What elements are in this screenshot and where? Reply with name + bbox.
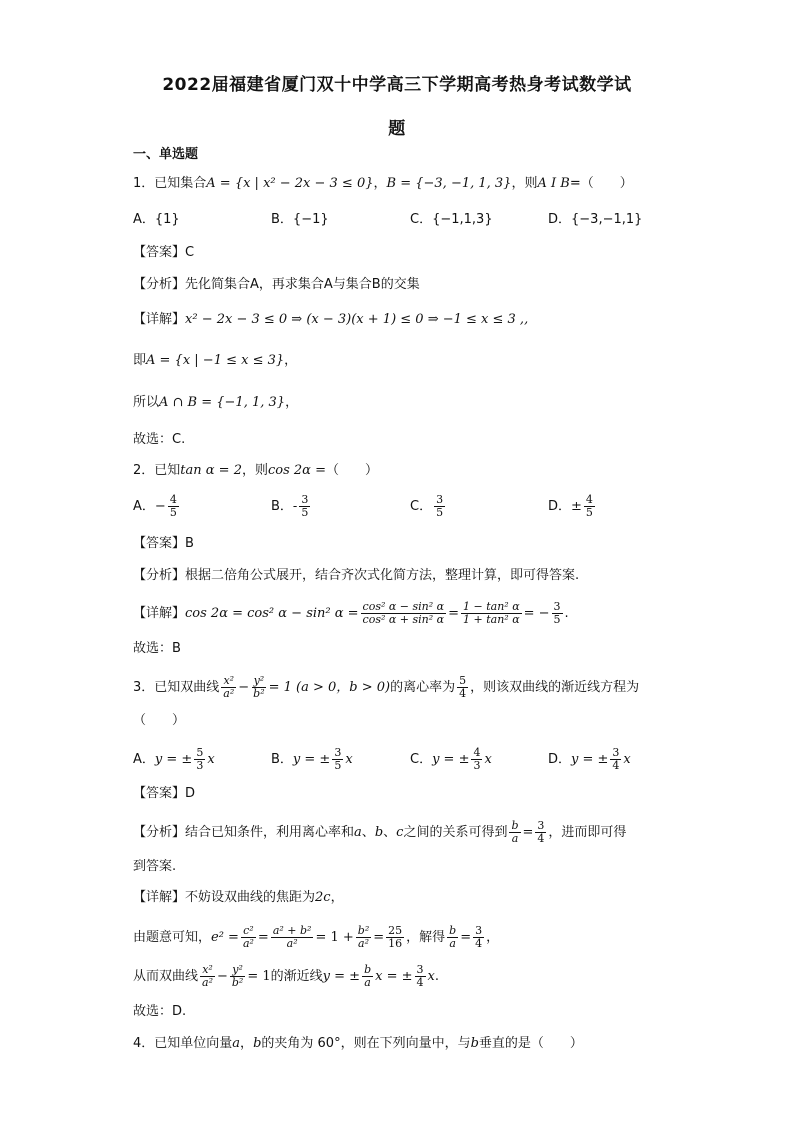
- q3-d3-eq: = 1: [247, 969, 271, 984]
- q3-option-b: [271, 747, 353, 772]
- q2-option-a-den: 5: [169, 506, 177, 519]
- q3-d-ab-den: a²: [286, 937, 298, 950]
- q3-option-a: [133, 747, 215, 772]
- q3-option-d: [548, 747, 631, 772]
- q2-option-d: [548, 494, 597, 519]
- q3-detail-2-pre: 由题意可知，: [133, 930, 212, 945]
- q3-option-d-den: 4: [612, 759, 620, 772]
- q2-f2-num: 1 − tan² α: [463, 600, 520, 613]
- q3-e-num: 5: [459, 674, 467, 687]
- q2-stem-expr: tan α = 2: [180, 463, 242, 478]
- q1-answer-value: C: [185, 245, 195, 260]
- q2-option-a-sign: −: [154, 499, 166, 514]
- q3-option-b-pre: y = ±: [292, 752, 331, 767]
- q3-var-c: c: [396, 825, 404, 840]
- q3-d-r-num: b: [449, 924, 457, 937]
- q3-d3-frac-ba: [362, 964, 373, 989]
- q2-detail-fraction-2: [461, 601, 522, 626]
- answer-label: 【答案】: [133, 245, 186, 260]
- analysis-label: 【分析】: [133, 568, 186, 583]
- q3-d-frac-ratio-value: [473, 925, 484, 950]
- detail-label: 【详解】: [133, 606, 186, 621]
- q3-d-v-den: 16: [388, 937, 403, 950]
- q2-option-c-den: 5: [436, 506, 444, 519]
- q3-sep-1: 、: [361, 825, 375, 840]
- q3-answer-value: D: [185, 786, 196, 801]
- q2-stem-mid: ，则: [241, 463, 268, 478]
- title-line-2: 题: [388, 119, 406, 139]
- q3-d3-ba-den: a: [364, 976, 371, 989]
- q3-d3-frac-x: [200, 964, 215, 989]
- q2-option-a-num: 4: [169, 493, 177, 506]
- q3-d-frac-b: [356, 925, 371, 950]
- q1-analysis: [133, 275, 420, 295]
- q4-stem: [133, 1034, 583, 1054]
- q3-option-a-fraction: [194, 747, 205, 772]
- q1-answer: [133, 243, 194, 263]
- q3-d-c-num: c²: [243, 924, 254, 937]
- q2-eq2: = −: [523, 606, 550, 621]
- q3-detail-1-expr: 2c: [315, 890, 331, 905]
- q1-detail-2-expr: A = {x | −1 ≤ x ≤ 3}: [146, 353, 285, 368]
- q3-detail-2-post: ，: [486, 930, 500, 945]
- q3-stem-mid: 的离心率为: [390, 680, 456, 695]
- q3-detail-3: [133, 964, 439, 989]
- q3-ba-val-den: 4: [537, 832, 545, 845]
- q3-analysis-post: ，进而即可得: [548, 825, 627, 840]
- q3-d-r-eq: =: [460, 930, 472, 945]
- q1-detail-2: [133, 351, 297, 371]
- q2-option-a: [133, 494, 181, 519]
- answer-label: 【答案】: [133, 786, 186, 801]
- q3-d-frac-c: [241, 925, 256, 950]
- q2-eq: =: [448, 606, 460, 621]
- q3-option-b-den: 5: [334, 759, 342, 772]
- q3-d3-ba-num: b: [364, 963, 372, 976]
- q3-option-b-fraction: [332, 747, 343, 772]
- q3-analysis-pre: 结合已知条件，利用离心率和: [185, 825, 355, 840]
- q3-fx-num: x²: [223, 674, 235, 687]
- q3-choose: 故选：D.: [133, 1004, 187, 1019]
- q2-detail-fraction-3: [552, 601, 563, 626]
- detail-label: 【详解】: [133, 312, 186, 327]
- q3-d-b-den: a²: [358, 937, 369, 950]
- q2-option-b-sign: -: [292, 499, 298, 514]
- q2-option-a-fraction: [168, 494, 179, 519]
- q3-d3-val-num: 3: [416, 963, 424, 976]
- q2-option-b-label: B．: [271, 499, 293, 514]
- q3-option-a-pre: y = ±: [154, 752, 193, 767]
- q3-stem: [133, 675, 639, 700]
- q1-expr: A I B: [537, 176, 570, 191]
- q3-option-d-fraction: [610, 747, 621, 772]
- q3-fy-den: b²: [253, 687, 265, 700]
- q2-option-c-label: C．: [410, 499, 433, 514]
- q3-d3-minus: −: [216, 969, 228, 984]
- q2-option-b-num: 3: [301, 493, 309, 506]
- q3-option-a-den: 3: [196, 759, 204, 772]
- q3-stem-fraction-y: [251, 675, 266, 700]
- q3-d3-fy-num: y²: [232, 963, 243, 976]
- q2-option-b-fraction: [299, 494, 310, 519]
- q3-d3-y: y = ±: [322, 969, 361, 984]
- q1-choose: 故选：C.: [133, 432, 186, 447]
- q3-option-c-pre: y = ±: [432, 752, 470, 767]
- q3-e-den: 4: [459, 687, 467, 700]
- q3-option-b-label: B．: [271, 752, 293, 767]
- q3-d-ab-num: a² + b²: [272, 924, 312, 937]
- q3-sep-2: 、: [383, 825, 397, 840]
- q1-detail-2-post: ，: [284, 353, 298, 368]
- q3-analysis-line-2: 到答案.: [133, 859, 177, 874]
- q3-option-d-pre: y = ±: [571, 752, 609, 767]
- q4-comma: ，: [240, 1036, 254, 1051]
- analysis-label: 【分析】: [133, 825, 186, 840]
- q1-option-b: B．{−1}: [271, 212, 329, 227]
- q2-stem-post: （ ）: [325, 463, 378, 478]
- q2-stem-expr2: cos 2α =: [267, 463, 326, 478]
- q2-stem-pre: 2．已知: [133, 463, 181, 478]
- q3-option-a-num: 5: [196, 746, 204, 759]
- q3-stem-cond: = 1 (a > 0，b > 0): [268, 680, 391, 695]
- q2-answer: [133, 534, 194, 554]
- section-heading: 一、单选题: [133, 147, 199, 162]
- q4-stem-mid: 的夹角为 60°，则在下列向量中，与: [261, 1036, 471, 1051]
- q3-d-frac-ratio: [447, 925, 458, 950]
- q3-d-eq: =: [257, 930, 269, 945]
- q3-analysis-ratio: [509, 820, 520, 845]
- answer-label: 【答案】: [133, 536, 186, 551]
- q2-f1-den: cos² α + sin² α: [362, 613, 445, 626]
- q3-stem-fraction-x: [221, 675, 236, 700]
- q2-detail-fraction-1: [361, 601, 447, 626]
- analysis-label: 【分析】: [133, 277, 186, 292]
- q3-d-r-den: a: [449, 937, 456, 950]
- q2-option-d-sign: ±: [571, 499, 582, 514]
- q3-ba-num: b: [511, 819, 519, 832]
- q3-analysis-ratio-value: [535, 820, 546, 845]
- q3-d-r-v-den: 4: [475, 937, 483, 950]
- q1-detail-1: [133, 310, 528, 330]
- q3-minus: −: [238, 680, 250, 695]
- q2-option-d-label: D．: [548, 499, 572, 514]
- q3-option-c-fraction: [471, 747, 482, 772]
- q3-stem-post: ，则该双曲线的渐近线方程为: [470, 680, 640, 695]
- q3-stem-pre: 3．已知双曲线: [133, 680, 220, 695]
- q3-detail-1-pre: 不妨设双曲线的焦距为: [185, 890, 316, 905]
- q2-end: .: [564, 606, 569, 621]
- q1-detail-3-pre: 所以: [133, 395, 160, 410]
- q3-d3-frac-y: [230, 964, 245, 989]
- q3-option-c: [410, 747, 492, 772]
- q1-detail-2-pre: 即: [133, 353, 147, 368]
- q2-option-a-label: A．: [133, 499, 155, 514]
- q3-option-c-den: 3: [473, 759, 481, 772]
- q1-option-a: A．{1}: [133, 212, 180, 227]
- q3-e2: e² =: [211, 930, 239, 945]
- q2-f3-den: 5: [553, 613, 561, 626]
- q2-option-c-num: 3: [436, 493, 444, 506]
- q3-detail-1: [133, 888, 344, 908]
- q3-d-b-num: b²: [357, 924, 370, 937]
- q2-option-d-num: 4: [585, 493, 593, 506]
- q3-option-d-post: x: [623, 752, 631, 767]
- q3-option-a-label: A．: [133, 752, 155, 767]
- q3-option-c-label: C．: [410, 752, 433, 767]
- q2-analysis: [133, 566, 579, 586]
- q3-d3-fy-den: b²: [231, 976, 244, 989]
- q3-option-a-post: x: [207, 752, 215, 767]
- q3-option-d-num: 3: [612, 746, 620, 759]
- q4-stem-post: 垂直的是（ ）: [478, 1036, 583, 1051]
- q3-detail-2-mid: ，解得: [406, 930, 446, 945]
- q1-stem: [133, 174, 633, 194]
- q3-ba-eq: =: [522, 825, 534, 840]
- q2-option-c: [410, 494, 447, 519]
- q3-d3-x: x = ±: [375, 969, 413, 984]
- q1-stem-post: =（ ）: [569, 176, 633, 191]
- q2-stem: [133, 461, 378, 481]
- q3-option-c-num: 4: [473, 746, 481, 759]
- q3-option-c-post: x: [484, 752, 492, 767]
- q3-d-eq2: =: [373, 930, 385, 945]
- q2-answer-value: B: [185, 536, 194, 551]
- q3-analysis-mid: 之间的关系可得到: [403, 825, 508, 840]
- q3-d3-frac-value: [415, 964, 426, 989]
- q4-vector-b: b: [253, 1036, 262, 1051]
- q3-detail-1-post: ，: [330, 890, 344, 905]
- q1-option-d: D．{−3,−1,1}: [548, 212, 643, 227]
- q2-detail: [133, 601, 569, 626]
- q3-d-frac-ab: [271, 925, 314, 950]
- q3-option-b-post: x: [345, 752, 353, 767]
- q3-var-a: a: [354, 825, 362, 840]
- q3-d3-fx-num: x²: [202, 963, 213, 976]
- q3-stem-eccentricity: [457, 675, 468, 700]
- q2-option-d-den: 5: [585, 506, 593, 519]
- q3-fx-den: a²: [223, 687, 235, 700]
- q3-answer: [133, 784, 195, 804]
- q2-option-b-den: 5: [301, 506, 309, 519]
- q3-d-v-num: 25: [388, 924, 403, 937]
- q2-option-d-fraction: [584, 494, 595, 519]
- q3-d-c-den: a²: [242, 937, 254, 950]
- detail-label: 【详解】: [133, 890, 186, 905]
- title-line-1: 2022届福建省厦门双十中学高三下学期高考热身考试数学试: [162, 75, 632, 95]
- q2-f2-den: 1 + tan² α: [463, 613, 520, 626]
- q3-d3-x2: x: [427, 969, 435, 984]
- q3-detail-2: [133, 925, 499, 950]
- q3-ba-val-num: 3: [537, 819, 545, 832]
- q2-choose: 故选：B: [133, 641, 181, 656]
- q1-comma: ，: [373, 176, 387, 191]
- q3-d3-fx-den: a²: [202, 976, 213, 989]
- q1-detail-1-expr: x² − 2x − 3 ≤ 0 ⇒ (x − 3)(x + 1) ≤ 0 ⇒ −1 ≤ x ≤ 3 ,,: [185, 312, 529, 327]
- q2-option-c-fraction: [434, 494, 445, 519]
- q3-d3-end: .: [434, 969, 439, 984]
- q1-detail-3-post: ，: [285, 395, 299, 410]
- q3-stem-paren: （ ）: [133, 713, 186, 728]
- q4-stem-pre: 4．已知单位向量: [133, 1036, 233, 1051]
- q3-detail-3-pre: 从而双曲线: [133, 969, 199, 984]
- q2-f3-num: 3: [553, 600, 561, 613]
- q3-ba-den: a: [511, 832, 519, 845]
- q1-detail-3: [133, 393, 298, 413]
- q1-set-b: B = {−3, −1, 1, 3}: [386, 176, 512, 191]
- q1-stem-mid: ，则: [511, 176, 538, 191]
- q3-option-d-label: D．: [548, 752, 572, 767]
- q2-analysis-text: 根据二倍角公式展开，结合齐次式化简方法，整理计算，即可得答案.: [185, 568, 580, 583]
- q1-analysis-text: 先化简集合A，再求集合A与集合B的交集: [185, 277, 420, 292]
- q1-set-a: A = {x | x² − 2x − 3 ≤ 0}: [206, 176, 374, 191]
- q1-stem-pre: 1．已知集合: [133, 176, 207, 191]
- q2-detail-lhs: cos 2α = cos² α − sin² α =: [185, 606, 359, 621]
- q3-d-one: = 1 +: [315, 930, 354, 945]
- q2-f1-num: cos² α − sin² α: [362, 600, 445, 613]
- q3-option-b-num: 3: [334, 746, 342, 759]
- q4-vector-b-2: b: [470, 1036, 479, 1051]
- q3-d-r-v-num: 3: [475, 924, 483, 937]
- q3-var-b: b: [374, 825, 384, 840]
- q1-detail-3-expr: A ∩ B = {−1, 1, 3}: [159, 395, 286, 410]
- q3-d-frac-value: [386, 925, 404, 950]
- q3-fy-num: y²: [253, 674, 265, 687]
- q4-vector-a: a: [232, 1036, 241, 1051]
- q3-detail-3-mid: 的渐近线: [270, 969, 323, 984]
- q1-option-c: C．{−1,1,3}: [410, 212, 493, 227]
- q2-option-b: [271, 494, 312, 519]
- q3-d3-val-den: 4: [416, 976, 424, 989]
- q3-analysis: [133, 820, 626, 845]
